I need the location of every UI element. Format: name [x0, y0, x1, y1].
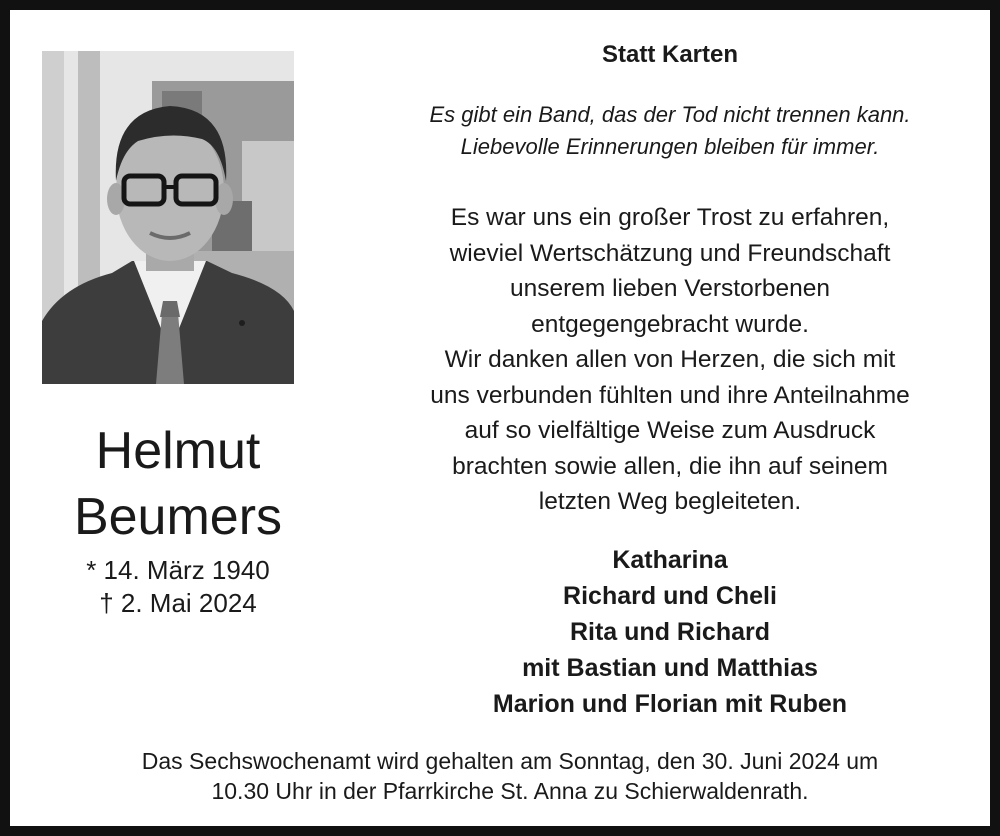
last-name: Beumers: [73, 488, 283, 546]
quote-line: Es gibt ein Band, das der Tod nicht trennen kann.: [429, 102, 911, 127]
birth-date: * 14. März 1940: [86, 555, 270, 585]
message-line: unserem lieben Verstorbenen: [509, 275, 831, 302]
quote-line: Liebevolle Erinnerungen bleiben für immer.: [460, 134, 880, 159]
message-line: brachten sowie allen, die ihn auf seinem: [452, 452, 888, 480]
death-date: † 2. Mai 2024: [99, 588, 257, 618]
message-line: Es war uns ein großer Trost zu erfahren,: [450, 204, 890, 231]
thanks-message: [350, 200, 990, 520]
family-member: Marion und Florian mit Ruben: [492, 690, 848, 718]
deceased-name: [42, 418, 314, 550]
message-line: letzten Weg begleiteten.: [538, 488, 802, 515]
family-member: Richard und Cheli: [563, 582, 777, 610]
family-member: Rita und Richard: [569, 618, 770, 646]
message-line: auf so vielfältige Weise zum Ausdruck: [464, 417, 876, 444]
service-line: Das Sechswochenamt wird gehalten am Sonntag, den 30. Juni 2024 um: [141, 748, 879, 774]
service-line: 10.30 Uhr in der Pfarrkirche St. Anna zu Schierwaldenrath.: [211, 778, 809, 804]
heading: Statt Karten: [601, 41, 739, 68]
life-dates: [42, 554, 314, 620]
family-member: Katharina: [612, 546, 728, 574]
family-member: mit Bastian und Matthias: [522, 654, 818, 682]
portrait-photo: [42, 51, 294, 384]
service-announcement: [20, 746, 1000, 806]
tie-knot: [160, 301, 180, 317]
message-line: wieviel Wertschätzung und Freundschaft: [449, 239, 891, 267]
lapel-pin: [239, 320, 245, 326]
quote: [350, 99, 990, 163]
message-line: Wir danken allen von Herzen, die sich mit: [444, 346, 896, 373]
first-name: Helmut: [95, 422, 261, 480]
message-line: uns verbunden fühlten und ihre Anteilnahme: [430, 381, 910, 409]
family-signatures: [350, 542, 990, 722]
message-line: entgegengebracht wurde.: [531, 310, 809, 338]
portrait-illustration: [42, 51, 294, 384]
